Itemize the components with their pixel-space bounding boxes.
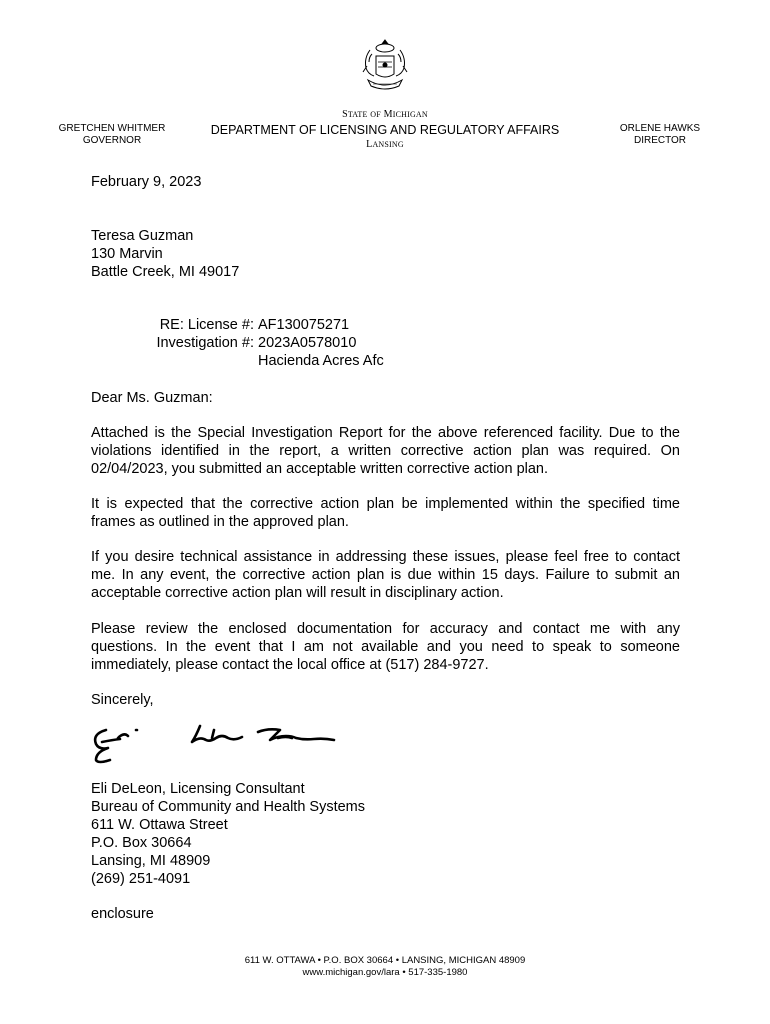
enclosure-note: enclosure xyxy=(91,906,154,922)
signer-city: Lansing, MI 48909 xyxy=(91,853,211,869)
department-name: DEPARTMENT OF LICENSING AND REGULATORY AFFAIRS xyxy=(210,123,560,137)
reference-block xyxy=(91,316,384,370)
letterhead-center xyxy=(185,108,585,152)
recipient-name: Teresa Guzman xyxy=(91,228,194,244)
signer-bureau: Bureau of Community and Health Systems xyxy=(91,799,366,815)
signer-block xyxy=(91,780,680,888)
paragraph-1: Attached is the Special Investigation Report for the above referenced facility. Due to the violations identified in the report, a written corrective action plan was required. On 02/04/2023, you submitted an acceptable written corrective action plan. xyxy=(91,425,680,477)
director-block xyxy=(595,123,725,147)
city-name: LANSING xyxy=(366,139,404,150)
license-label: RE: License #: xyxy=(159,317,254,333)
signer-name-title: Eli DeLeon, Licensing Consultant xyxy=(91,781,305,797)
recipient-street: 130 Marvin xyxy=(91,246,163,262)
governor-title: GOVERNOR xyxy=(82,135,142,146)
recipient-city: Battle Creek, MI 49017 xyxy=(91,264,240,280)
director-name: ORLENE HAWKS xyxy=(619,123,701,134)
signer-po-box: P.O. Box 30664 xyxy=(91,835,192,851)
recipient-address xyxy=(91,227,680,281)
paragraph-3: If you desire technical assistance in addressing these issues, please feel free to contact me. In any event, the corrective action plan is due within 15 days. Failure to submit an acceptable corrective action plan will result in disciplinary action. xyxy=(91,549,680,601)
license-number: AF130075271 xyxy=(258,317,350,333)
signature-image xyxy=(88,716,358,764)
governor-name: GRETCHEN WHITMER xyxy=(58,123,166,134)
paragraph-2: It is expected that the corrective action plan be implemented within the specified time frames as outlined in the approved plan. xyxy=(91,496,680,530)
governor-block xyxy=(47,123,177,147)
signer-phone: (269) 251-4091 xyxy=(91,871,191,887)
investigation-number: 2023A0578010 xyxy=(258,335,357,351)
closing: Sincerely, xyxy=(91,692,154,708)
letter-date: February 9, 2023 xyxy=(91,174,202,190)
michigan-seal-icon xyxy=(358,36,412,96)
state-name: STATE OF MICHIGAN xyxy=(342,109,428,120)
paragraph-4: Please review the enclosed documentation for accuracy and contact me with any questions. In the event that I am not available and you need to speak to someone immediately, please contact the local office at (517) 284-9727. xyxy=(91,621,680,673)
director-title: DIRECTOR xyxy=(633,135,687,146)
signer-street: 611 W. Ottawa Street xyxy=(91,817,228,833)
salutation: Dear Ms. Guzman: xyxy=(91,390,213,406)
facility-name: Hacienda Acres Afc xyxy=(258,353,384,369)
investigation-label: Investigation #: xyxy=(156,335,254,351)
footer-contact: www.michigan.gov/lara • 517-335-1980 xyxy=(302,967,468,978)
footer-address: 611 W. OTTAWA • P.O. BOX 30664 • LANSING, MICHIGAN 48909 xyxy=(244,955,526,966)
page-footer xyxy=(185,955,585,979)
